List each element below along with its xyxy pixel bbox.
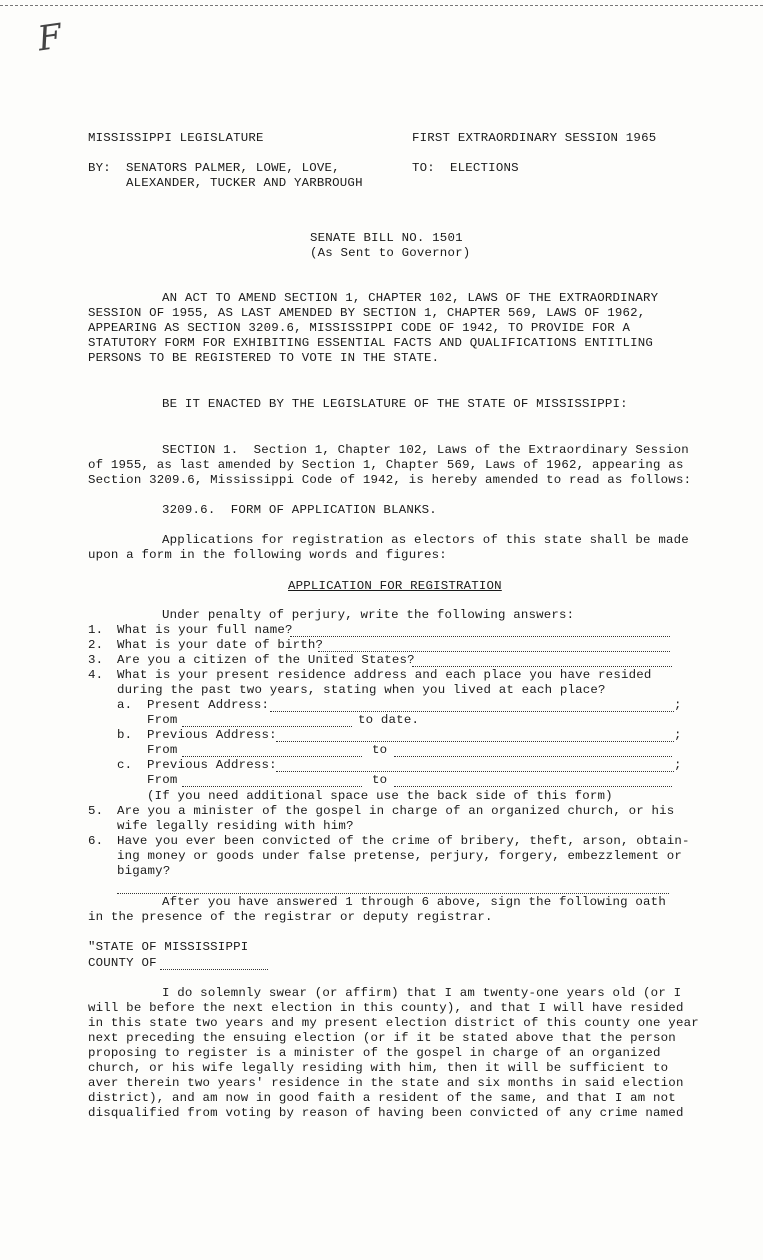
by-label: BY: (88, 161, 111, 175)
question-number: 1. (88, 623, 104, 637)
oath-line: in this state two years and my present election district of this county one year (88, 1016, 699, 1030)
act-title-line: SESSION OF 1955, AS LAST AMENDED BY SECTION 1, CHAPTER 569, LAWS OF 1962, (88, 306, 646, 320)
present-address-label: Present Address: (147, 698, 270, 712)
full-name-field[interactable] (290, 636, 670, 637)
bill-number: SENATE BILL NO. 1501 (310, 231, 463, 245)
previous-c-from-field[interactable] (182, 786, 362, 787)
oath-line: disqualified from voting by reason of having been convicted of any crime named (88, 1106, 684, 1120)
question-residence: What is your present residence address and each place you have resided (117, 668, 652, 682)
form-heading: 3209.6. FORM OF APPLICATION BLANKS. (162, 503, 437, 517)
county-field[interactable] (160, 969, 268, 970)
page-top-edge (0, 0, 763, 6)
semicolon: ; (674, 758, 682, 772)
date-of-birth-field[interactable] (318, 651, 670, 652)
question-number: 6. (88, 834, 104, 848)
previous-address-b-field[interactable] (276, 741, 674, 742)
previous-b-from-field[interactable] (182, 756, 362, 757)
question-residence: during the past two years, stating when you lived at each place? (117, 683, 606, 697)
oath-line: will be before the next election in this county), and that I will have resided (88, 1001, 684, 1015)
oath-line: proposing to register is a minister of the gospel in charge of an organized (88, 1046, 661, 1060)
to-label: to (372, 773, 388, 787)
previous-address-c-field[interactable] (276, 771, 674, 772)
question-number: 4. (88, 668, 104, 682)
sub-item-label: a. (117, 698, 133, 712)
previous-address-label: Previous Address: (147, 728, 277, 742)
act-title-line: STATUTORY FORM FOR EXHIBITING ESSENTIAL FACTS AND QUALIFICATIONS ENTITLING (88, 336, 654, 350)
section-1-line: SECTION 1. Section 1, Chapter 102, Laws of the Extraordinary Session (162, 443, 689, 457)
semicolon: ; (674, 728, 682, 742)
act-title-line: APPEARING AS SECTION 3209.6, MISSISSIPPI CODE OF 1942, TO PROVIDE FOR A (88, 321, 631, 335)
section-1-line: of 1955, as last amended by Section 1, Chapter 569, Laws of 1962, appearing as (88, 458, 684, 472)
state-line: "STATE OF MISSISSIPPI (88, 940, 249, 954)
additional-space-note: (If you need additional space use the back side of this form) (147, 789, 613, 803)
question-full-name: What is your full name? (117, 623, 293, 637)
bill-status: (As Sent to Governor) (310, 246, 471, 260)
to-label: TO: (412, 161, 435, 175)
oath-line: next preceding the ensuing election (or if it be stated above that the person (88, 1031, 676, 1045)
after-answer-line: in the presence of the registrar or deputy registrar. (88, 910, 493, 924)
section-1-line: Section 3209.6, Mississippi Code of 1942, is hereby amended to read as follows: (88, 473, 692, 487)
from-label: From (147, 773, 178, 787)
question-convictions: Have you ever been convicted of the crime of bribery, theft, arson, obtain- (117, 834, 690, 848)
act-title-line: PERSONS TO BE REGISTERED TO VOTE IN THE STATE. (88, 351, 440, 365)
sponsors-line-1: SENATORS PALMER, LOWE, LOVE, (126, 161, 340, 175)
question-convictions: ing money or goods under false pretense, perjury, forgery, embezzlement or (117, 849, 683, 863)
semicolon: ; (674, 698, 682, 712)
citizen-field[interactable] (412, 666, 672, 667)
oath-line: I do solemnly swear (or affirm) that I am twenty-one years old (or I (162, 986, 682, 1000)
present-from-field[interactable] (182, 726, 352, 727)
question-date-of-birth: What is your date of birth? (117, 638, 324, 652)
handwritten-mark: F (35, 16, 65, 60)
previous-c-to-field[interactable] (394, 786, 672, 787)
previous-b-to-field[interactable] (394, 756, 672, 757)
enacting-clause: BE IT ENACTED BY THE LEGISLATURE OF THE STATE OF MISSISSIPPI: (162, 397, 628, 411)
legislature-heading: MISSISSIPPI LEGISLATURE (88, 131, 264, 145)
act-title-line: AN ACT TO AMEND SECTION 1, CHAPTER 102, LAWS OF THE EXTRAORDINARY (162, 291, 659, 305)
after-answer-line: After you have answered 1 through 6 above, sign the following oath (162, 895, 666, 909)
applications-line: upon a form in the following words and figures: (88, 548, 447, 562)
oath-line: district), and am now in good faith a resident of the same, and that I am not (88, 1091, 676, 1105)
separator-line (117, 893, 669, 894)
applications-line: Applications for registration as electors of this state shall be made (162, 533, 689, 547)
application-title: APPLICATION FOR REGISTRATION (288, 579, 502, 593)
sponsors-line-2: ALEXANDER, TUCKER AND YARBROUGH (126, 176, 363, 190)
to-label: to (372, 743, 388, 757)
question-citizen: Are you a citizen of the United States? (117, 653, 415, 667)
question-minister: wife legally residing with him? (117, 819, 354, 833)
committee: ELECTIONS (450, 161, 519, 175)
penalty-intro: Under penalty of perjury, write the following answers: (162, 608, 575, 622)
question-number: 3. (88, 653, 104, 667)
previous-address-label: Previous Address: (147, 758, 277, 772)
question-number: 2. (88, 638, 104, 652)
from-label: From (147, 743, 178, 757)
present-address-field[interactable] (270, 711, 674, 712)
question-minister: Are you a minister of the gospel in charge of an organized church, or his (117, 804, 675, 818)
to-date-label: to date. (358, 713, 420, 727)
sub-item-label: c. (117, 758, 133, 772)
county-line: COUNTY OF (88, 956, 157, 970)
oath-line: aver therein two years' residence in the state and six months in said election (88, 1076, 684, 1090)
from-label: From (147, 713, 178, 727)
sub-item-label: b. (117, 728, 133, 742)
question-number: 5. (88, 804, 104, 818)
question-convictions: bigamy? (117, 864, 171, 878)
session-heading: FIRST EXTRAORDINARY SESSION 1965 (412, 131, 657, 145)
oath-line: church, or his wife legally residing with him, then it will be sufficient to (88, 1061, 669, 1075)
